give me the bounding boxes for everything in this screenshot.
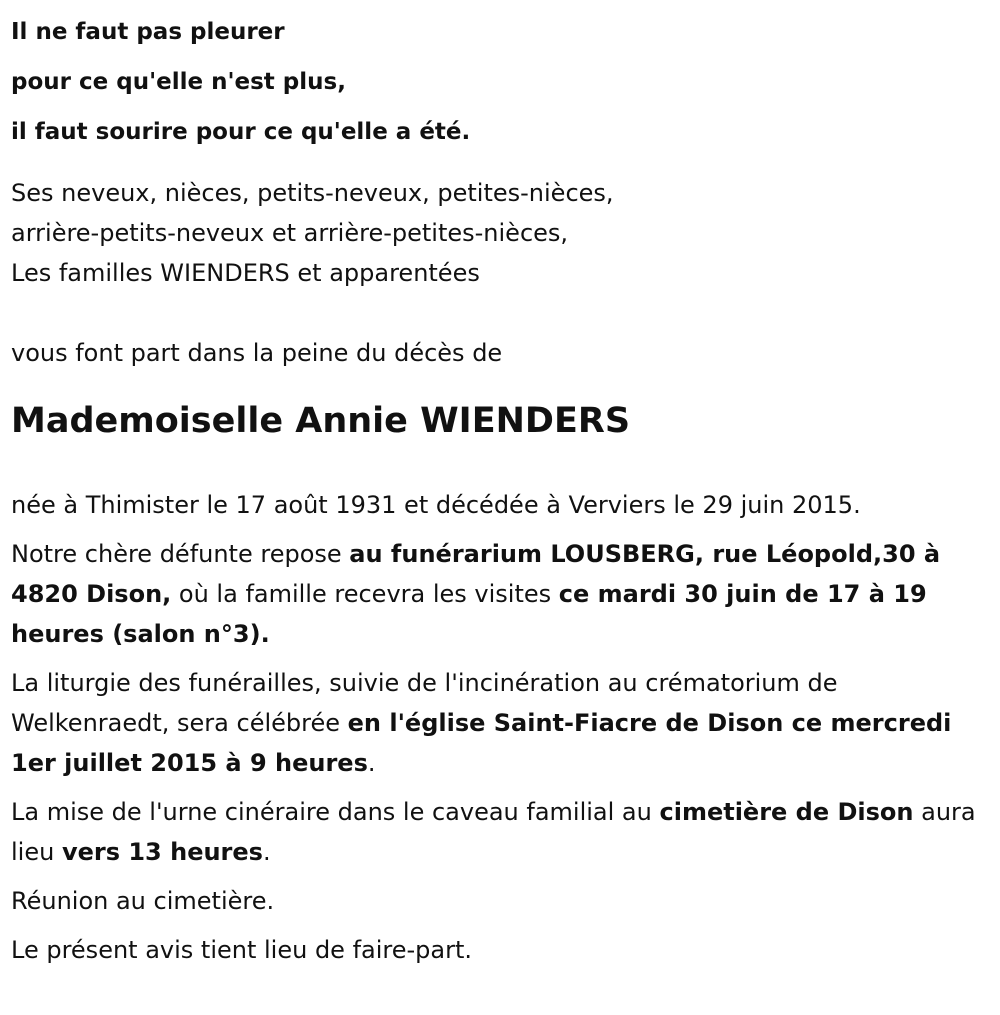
urn-intro: La mise de l'urne cinéraire dans le caveau familial au (11, 798, 660, 826)
family-line: Ses neveux, nièces, petits-neveux, petites-nièces, (11, 179, 614, 207)
visitation-time: ce mardi 30 juin de 17 à 19 heures (salon n°3). (11, 580, 927, 648)
urn-info (11, 792, 990, 872)
family-list (11, 173, 990, 293)
meeting-info: Réunion au cimetière. (11, 887, 275, 915)
liturgy-info (11, 663, 990, 783)
cemetery-name: cimetière de Dison (659, 798, 914, 826)
poem-line: il faut sourire pour ce qu'elle a été. (11, 119, 471, 145)
urn-end: . (262, 838, 271, 866)
announcement-text: vous font part dans la peine du décès de (11, 339, 503, 367)
family-line: Les familles WIENDERS et apparentées (11, 259, 480, 287)
poem-line: pour ce qu'elle n'est plus, (11, 69, 346, 95)
notice-info: Le présent avis tient lieu de faire-part. (11, 936, 473, 964)
urn-middle: aura lieu (11, 798, 976, 866)
visitation-info (11, 534, 990, 654)
funeral-home-location: au funérarium LOUSBERG, rue Léopold,30 à 4820 Dison, (11, 540, 941, 608)
visitation-middle: où la famille recevra les visites (171, 580, 559, 608)
church-service-details: en l'église Saint-Fiacre de Dison ce mercredi 1er juillet 2015 à 9 heures (11, 709, 952, 777)
deceased-name: Mademoiselle Annie WIENDERS (11, 401, 631, 441)
urn-time: vers 13 heures (61, 838, 263, 866)
birth-death-info: née à Thimister le 17 août 1931 et décédée à Verviers le 29 juin 2015. (11, 491, 861, 519)
liturgy-end: . (367, 749, 376, 777)
opening-poem (11, 7, 990, 157)
liturgy-intro: La liturgie des funérailles, suivie de l'incinération au crématorium de Welkenraedt, sera célébrée (11, 669, 838, 737)
visitation-intro: Notre chère défunte repose (11, 540, 350, 568)
family-line: arrière-petits-neveux et arrière-petites-nièces, (11, 219, 569, 247)
poem-line: Il ne faut pas pleurer (11, 19, 285, 45)
